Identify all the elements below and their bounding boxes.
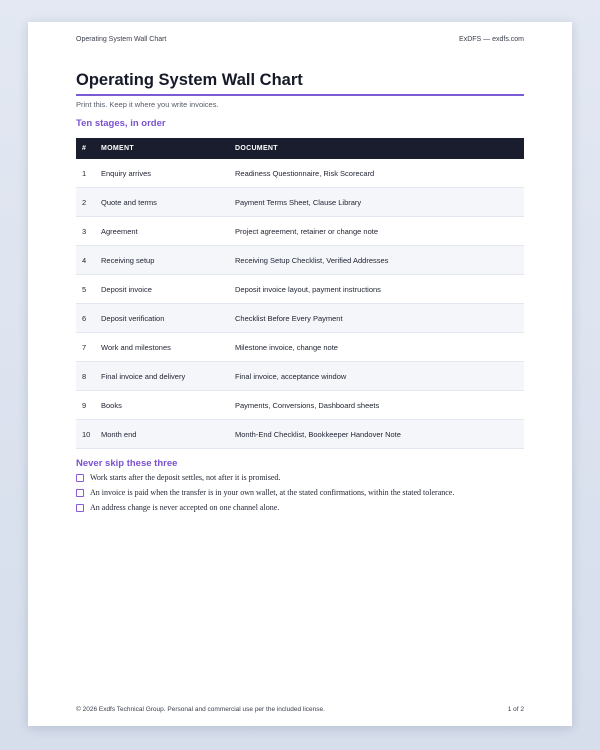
stage-moment: Quote and terms xyxy=(95,188,229,217)
page-number: 1 of 2 xyxy=(507,706,524,713)
stages-table xyxy=(76,138,524,449)
checkbox-icon xyxy=(76,474,84,482)
stage-document: Deposit invoice layout, payment instructions xyxy=(229,275,524,304)
page-subtitle: Print this. Keep it where you write invoices. xyxy=(76,100,219,109)
table-row xyxy=(76,217,524,246)
list-item xyxy=(76,473,524,488)
stage-document: Month-End Checklist, Bookkeeper Handover Note xyxy=(229,420,524,449)
stage-number: 2 xyxy=(76,188,95,217)
table-row xyxy=(76,420,524,449)
rules-checklist xyxy=(76,473,524,518)
table-row xyxy=(76,246,524,275)
title-divider xyxy=(76,94,524,96)
stage-moment: Receiving setup xyxy=(95,246,229,275)
table-row xyxy=(76,362,524,391)
checkbox-icon xyxy=(76,489,84,497)
stage-document: Final invoice, acceptance window xyxy=(229,362,524,391)
document-page xyxy=(28,22,572,726)
stage-moment: Work and milestones xyxy=(95,333,229,362)
rule-text: Work starts after the deposit settles, not after it is promised. xyxy=(90,473,281,482)
table-header-row xyxy=(76,138,524,159)
rules-heading: Never skip these three xyxy=(76,458,178,469)
header-publisher: ExDFS — exdfs.com xyxy=(459,36,524,43)
stage-number: 1 xyxy=(76,159,95,188)
column-header-document: DOCUMENT xyxy=(229,138,524,159)
checkbox-icon xyxy=(76,504,84,512)
stage-moment: Deposit invoice xyxy=(95,275,229,304)
rule-text: An address change is never accepted on one channel alone. xyxy=(90,503,280,512)
stages-heading: Ten stages, in order xyxy=(76,118,166,129)
stage-number: 4 xyxy=(76,246,95,275)
stage-moment: Month end xyxy=(95,420,229,449)
stage-moment: Enquiry arrives xyxy=(95,159,229,188)
footer-copyright: © 2026 Exdfs Technical Group. Personal and commercial use per the included license. xyxy=(76,706,325,713)
stage-document: Checklist Before Every Payment xyxy=(229,304,524,333)
stage-number: 5 xyxy=(76,275,95,304)
header-doc-title: Operating System Wall Chart xyxy=(76,36,167,43)
stage-number: 3 xyxy=(76,217,95,246)
stage-document: Payments, Conversions, Dashboard sheets xyxy=(229,391,524,420)
stage-number: 6 xyxy=(76,304,95,333)
stage-document: Receiving Setup Checklist, Verified Addresses xyxy=(229,246,524,275)
stage-document: Project agreement, retainer or change note xyxy=(229,217,524,246)
running-header xyxy=(76,36,524,43)
column-header-number: # xyxy=(76,138,95,159)
page-title: Operating System Wall Chart xyxy=(76,71,303,89)
stage-number: 9 xyxy=(76,391,95,420)
table-row xyxy=(76,159,524,188)
list-item xyxy=(76,503,524,518)
stage-document: Payment Terms Sheet, Clause Library xyxy=(229,188,524,217)
page-footer xyxy=(76,706,524,713)
table-row xyxy=(76,391,524,420)
column-header-moment: MOMENT xyxy=(95,138,229,159)
table-row xyxy=(76,275,524,304)
table-row xyxy=(76,333,524,362)
stage-document: Milestone invoice, change note xyxy=(229,333,524,362)
stage-moment: Deposit verification xyxy=(95,304,229,333)
stage-document: Readiness Questionnaire, Risk Scorecard xyxy=(229,159,524,188)
list-item xyxy=(76,488,524,503)
table-row xyxy=(76,188,524,217)
stage-moment: Agreement xyxy=(95,217,229,246)
stage-moment: Books xyxy=(95,391,229,420)
rule-text: An invoice is paid when the transfer is in your own wallet, at the stated confirmations, within the stated tolerance. xyxy=(90,488,455,497)
stage-number: 8 xyxy=(76,362,95,391)
table-row xyxy=(76,304,524,333)
stage-number: 7 xyxy=(76,333,95,362)
stage-moment: Final invoice and delivery xyxy=(95,362,229,391)
stage-number: 10 xyxy=(76,420,95,449)
